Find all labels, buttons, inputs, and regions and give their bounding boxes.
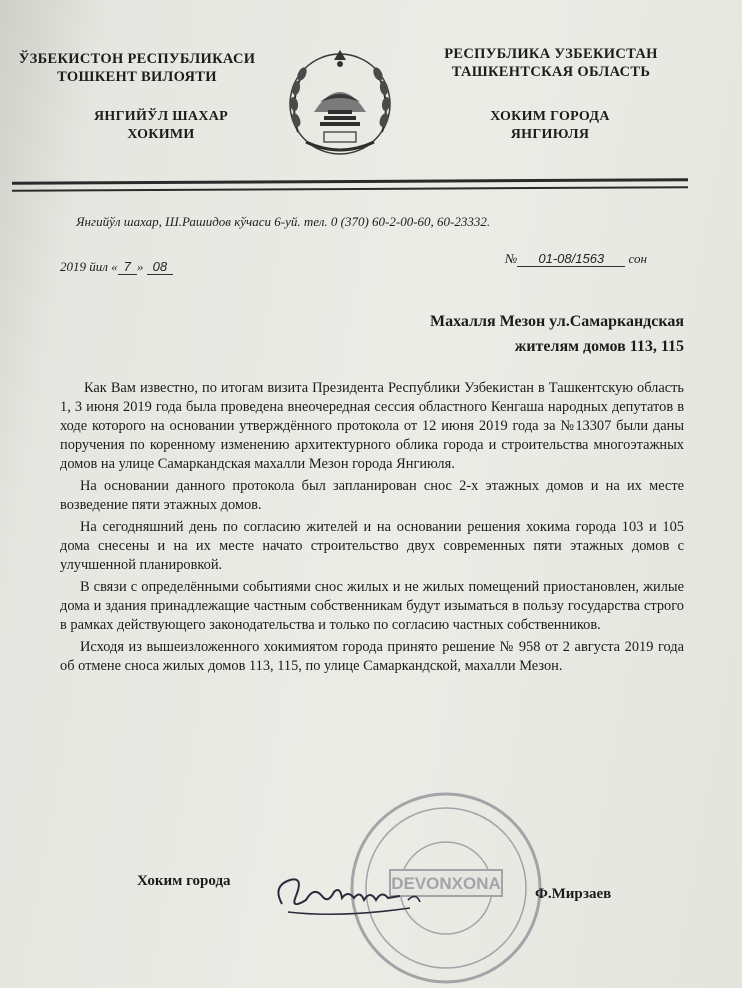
header-divider-thick [12, 178, 688, 185]
reference-suffix: сон [628, 251, 647, 266]
letter-body [60, 379, 684, 679]
header-left-bottom [66, 108, 256, 144]
header-left-line3: ЯНГИЙЎЛ ШАХАР [93, 109, 229, 124]
header-left-line4: ХОКИМИ [127, 127, 195, 142]
header-right-line2: ТАШКЕНТСКАЯ ОБЛАСТЬ [451, 64, 651, 80]
document-date [60, 259, 173, 275]
header-left-line1: ЎЗБЕКИСТОН РЕСПУБЛИКАСИ [18, 51, 256, 67]
signatory-title: Хоким города [137, 873, 231, 889]
header-right-line3: ХОКИМ ГОРОДА [490, 109, 610, 124]
date-month: 08 [147, 259, 173, 275]
body-paragraph: На сегодняшний день по согласию жителей и на основании решения хокима города 103 и 105 дома снесены и на их месте начато строительство двух современных пяти этажных домов с улучшенной планировкой. [60, 519, 684, 573]
date-year-prefix: 2019 йил « [60, 259, 118, 274]
reference-value: 01-08/1563 [517, 251, 625, 267]
addressee-block [430, 309, 684, 359]
header-right-top [420, 45, 682, 81]
body-paragraph: На основании данного протокола был запланирован снос 2-х этажных домов и на их месте возведение пяти этажных домов. [60, 478, 684, 513]
body-paragraph: Как Вам известно, по итогам визита Президента Республики Узбекистан в Ташкентскую область 1, 3 июня 2019 года была проведена внеочередная сессия областного Кенгаша народных депутатов в ходе которого на основании утверждённого протокола от 12 июня 2019 года за №13307 были даны поручения по коренному изменению архитектурного облика города и строительства многоэтажных домов на улице Самаркандская махалли Мезон города Янгиюля. [60, 380, 684, 472]
addressee-line2: жителям домов 113, 115 [514, 338, 684, 355]
office-address: Янгийўл шахар, Ш.Рашидов кўчаси 6-уй. тел. 0 (370) 60-2-00-60, 60-23332. [76, 214, 491, 229]
date-day: 7 [118, 259, 137, 275]
stamp-text: DEVONXONA [391, 874, 501, 893]
header-left-line2: ТОШКЕНТ ВИЛОЯТИ [57, 69, 217, 85]
date-separator: » [136, 259, 144, 274]
header-divider-thin [12, 186, 688, 191]
header-right-line4: ЯНГИЮЛЯ [510, 127, 590, 142]
reference-number [505, 251, 647, 267]
signatory-name: Ф.Мирзаев [535, 886, 612, 902]
addressee-line1: Махалля Мезон ул.Самаркандская [429, 313, 684, 330]
state-emblem-icon [284, 42, 396, 164]
body-paragraph: В связи с определёнными событиями снос жилых и не жилых помещений приостановлен, жилые дома и здания принадлежащие частным собственникам будут изыматься в пользу государства строго в рамках действующего законодательства и только по согласию частных собственников. [60, 579, 684, 633]
header-right-bottom [450, 108, 650, 144]
header-left-top [8, 50, 266, 86]
body-paragraph: Исходя из вышеизложенного хокимиятом города принято решение № 958 от 2 августа 2019 года об отмене сноса жилых домов 113, 115, по улице Самаркандской, махалли Мезон. [60, 639, 684, 674]
header-right-line1: РЕСПУБЛИКА УЗБЕКИСТАН [444, 46, 658, 62]
reference-prefix: № [505, 251, 518, 266]
handwritten-signature [270, 856, 440, 926]
